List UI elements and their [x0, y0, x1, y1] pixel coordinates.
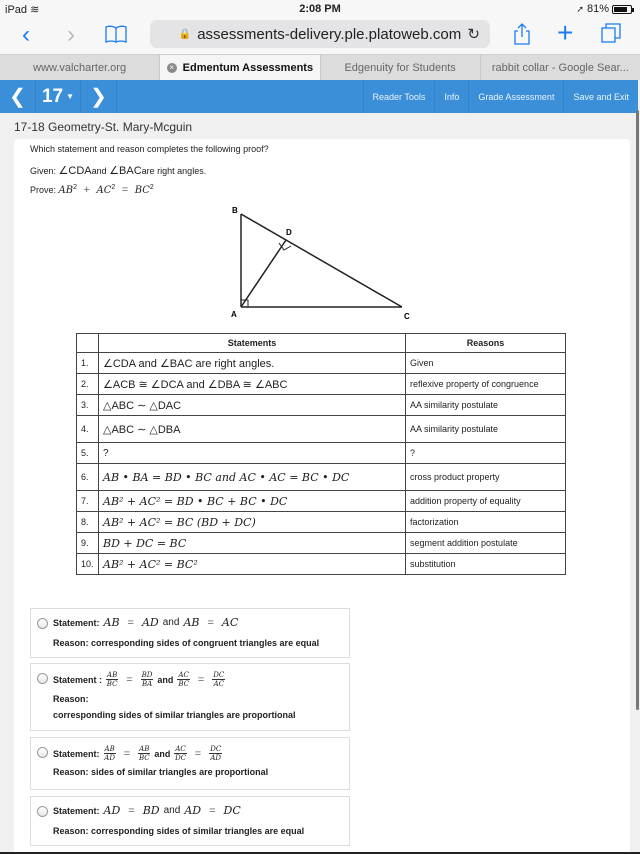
row-number: 3.: [77, 395, 99, 416]
share-icon[interactable]: [512, 22, 532, 52]
table-row: [77, 443, 566, 464]
row-reason: factorization: [406, 512, 566, 533]
equals-sign: =: [127, 616, 134, 629]
choice-statement: [53, 804, 241, 817]
table-row: [77, 374, 566, 395]
table-row: [77, 512, 566, 533]
battery-icon: [612, 5, 632, 14]
row-number: 6.: [77, 464, 99, 491]
lock-icon: 🔒: [178, 28, 192, 40]
assessment-navbar: [0, 80, 638, 113]
save-and-exit-button[interactable]: Save and Exit: [563, 80, 638, 113]
math-term: AD: [184, 804, 202, 817]
triangle-diagram: [224, 202, 424, 322]
radio-button[interactable]: [37, 618, 48, 629]
row-number: 4.: [77, 416, 99, 443]
question-card: [14, 139, 630, 854]
choice-reason: [53, 767, 268, 777]
choice-statement: [53, 745, 222, 762]
math-term: BD: [142, 804, 160, 817]
reason-text: corresponding sides of congruent triangles are equal: [91, 638, 320, 648]
answer-choice-a[interactable]: [30, 608, 350, 658]
row-reason: addition property of equality: [406, 491, 566, 512]
term-bc: BC: [134, 185, 150, 196]
label-c: C: [404, 312, 410, 321]
exponent: 2: [73, 184, 78, 191]
choice-reason: [53, 638, 319, 648]
table-row: [77, 491, 566, 512]
plus-sign: +: [83, 184, 90, 196]
and-text: and: [162, 617, 180, 628]
equals-sign: =: [126, 673, 133, 686]
row-reason: Given: [406, 353, 566, 374]
given-label: Given:: [30, 166, 57, 176]
answer-choice-c[interactable]: [30, 737, 350, 790]
row-reason: cross product property: [406, 464, 566, 491]
row-number: 7.: [77, 491, 99, 512]
fraction: $\frac{DC}{AC}$: [213, 671, 225, 688]
row-number: 8.: [77, 512, 99, 533]
table-row: [77, 554, 566, 575]
url-text: assessments-delivery.ple.platoweb.com: [197, 25, 462, 43]
table-row: [77, 395, 566, 416]
choice-statement: [53, 671, 225, 688]
row-reason: reflexive property of congruence: [406, 374, 566, 395]
math-term: AB: [103, 616, 120, 629]
table-row: [77, 464, 566, 491]
term-ac: AC: [96, 185, 112, 196]
and-text: and: [91, 166, 107, 176]
table-row: [77, 353, 566, 374]
row-reason: ?: [406, 443, 566, 464]
fraction: $\frac{AB}{BC}$: [138, 745, 150, 762]
row-reason: segment addition postulate: [406, 533, 566, 554]
status-bar: [0, 0, 640, 18]
math-term: AB: [183, 616, 200, 629]
row-statement: BD + DC = BC: [99, 533, 406, 554]
row-number: 10.: [77, 554, 99, 575]
chevron-left-icon: ❮: [9, 86, 26, 108]
choice-reason: corresponding sides of similar triangles are proportional: [53, 710, 296, 720]
browser-tabs: [0, 54, 640, 80]
row-statement: △ABC ∼ △DBA: [99, 416, 406, 443]
header-reasons: Reasons: [406, 334, 566, 353]
wifi-icon: ≋: [30, 4, 40, 16]
row-statement: AB² + AC² = BC (BD + DC): [99, 512, 406, 533]
reload-icon[interactable]: ↻: [467, 26, 480, 43]
choice-reason: [53, 826, 304, 836]
status-right: [576, 3, 632, 15]
radio-button[interactable]: [37, 673, 48, 684]
given-line: [30, 164, 206, 177]
equals-sign: =: [197, 673, 205, 686]
term-ab: AB: [58, 185, 74, 196]
math-term: DC: [223, 804, 241, 817]
battery-percent: 81%: [586, 3, 609, 15]
next-question-button[interactable]: [81, 80, 117, 113]
row-statement: ∠CDA and ∠BAC are right angles.: [99, 353, 406, 374]
row-statement: △ABC ∼ △DAC: [99, 395, 406, 416]
table-row: [77, 416, 566, 443]
row-statement: AB² + AC² = BD • BC + BC • DC: [99, 491, 406, 512]
page-scrollbar[interactable]: [636, 110, 639, 710]
row-statement: ∠ACB ≅ ∠DCA and ∠DBA ≅ ∠ABC: [99, 374, 406, 395]
math-term: AD: [103, 804, 121, 817]
chevron-right-icon: ❯: [90, 86, 107, 108]
back-icon[interactable]: ‹: [22, 21, 30, 48]
grade-assessment-button[interactable]: Grade Assessment: [468, 80, 563, 113]
device-name: iPad: [5, 4, 28, 16]
label-a: A: [231, 310, 237, 319]
row-number: 5.: [77, 443, 99, 464]
previous-question-button[interactable]: [0, 80, 36, 113]
tabs-icon[interactable]: [600, 22, 622, 50]
fraction: $\frac{AC}{DC}$: [175, 745, 187, 762]
tab-edgenuity[interactable]: [321, 55, 481, 80]
and-text: and: [163, 805, 181, 816]
reason-text: sides of similar triangles are proportional: [91, 767, 269, 777]
prove-line: [30, 184, 154, 196]
and-text: and: [157, 674, 174, 685]
reason-text: corresponding sides of similar triangles are equal: [91, 826, 305, 836]
fraction: $\frac{AB}{AD}$: [104, 745, 115, 762]
answer-choice-d[interactable]: [30, 796, 350, 846]
label-d: D: [286, 228, 292, 237]
question-number: 17: [41, 85, 64, 107]
row-statement: AB • BA = BD • BC and AC • AC = BC • DC: [99, 464, 406, 491]
row-reason: substitution: [406, 554, 566, 575]
row-number: 9.: [77, 533, 99, 554]
tab-valcharter[interactable]: [0, 55, 160, 80]
reason-label: Reason:: [53, 767, 89, 777]
location-arrow-icon: ➚: [576, 3, 584, 14]
row-reason: AA similarity postulate: [406, 395, 566, 416]
header-statements: Statements: [99, 334, 406, 353]
header-number: [77, 334, 99, 353]
tab-label: Edgenuity for Students: [344, 61, 456, 74]
tab-label: Edmentum Assessments: [182, 61, 314, 74]
row-statement: AB² + AC² = BC²: [99, 554, 406, 575]
new-tab-icon[interactable]: +: [557, 17, 574, 48]
statement-label: Statement :: [53, 674, 103, 685]
exponent: 2: [149, 184, 154, 191]
bookmarks-icon[interactable]: [104, 24, 128, 50]
radio-button[interactable]: [37, 806, 48, 817]
and-text: and: [154, 748, 171, 759]
nav-spacer: [117, 80, 363, 113]
course-title: 17-18 Geometry-St. Mary-Mcguin: [0, 113, 638, 139]
info-button[interactable]: Info: [434, 80, 468, 113]
equals-sign: =: [121, 184, 129, 196]
radio-button[interactable]: [37, 747, 48, 758]
choice-statement: [53, 616, 238, 629]
browser-toolbar: [0, 18, 640, 54]
exponent: 2: [111, 184, 116, 191]
question-prompt: Which statement and reason completes the following proof?: [30, 144, 269, 154]
equals-sign: =: [207, 616, 214, 629]
statement-label: Statement:: [53, 617, 100, 628]
math-term: AC: [221, 616, 239, 629]
tab-google-search[interactable]: [481, 55, 640, 80]
choice-reason-label: Reason:: [53, 694, 89, 704]
address-bar[interactable]: [150, 20, 490, 48]
statement-label: Statement:: [53, 805, 100, 816]
label-b: B: [232, 206, 238, 215]
fraction: $\frac{BD}{BA}$: [141, 671, 153, 688]
clock: 2:08 PM: [299, 3, 341, 15]
row-number: 1.: [77, 353, 99, 374]
statement-label: Statement:: [53, 748, 100, 759]
equals-sign: =: [123, 747, 131, 760]
tab-label: www.valcharter.org: [33, 61, 127, 74]
equals-sign: =: [209, 804, 216, 817]
equals-sign: =: [128, 804, 135, 817]
question-number-dropdown[interactable]: [36, 80, 81, 113]
close-tab-icon[interactable]: ×: [167, 63, 177, 73]
row-number: 2.: [77, 374, 99, 395]
forward-icon[interactable]: ›: [67, 21, 75, 48]
reason-label: Reason:: [53, 638, 89, 648]
row-reason: AA similarity postulate: [406, 416, 566, 443]
tab-label: rabbit collar - Google Sear...: [491, 61, 629, 74]
table-row: [77, 533, 566, 554]
proof-table: [76, 333, 566, 575]
reason-label: Reason:: [53, 826, 89, 836]
prove-label: Prove:: [30, 185, 57, 195]
given-tail: are right angles.: [141, 166, 207, 176]
fraction: $\frac{AB}{BC}$: [106, 671, 118, 688]
tab-edmentum[interactable]: [160, 55, 320, 80]
reader-tools-button[interactable]: Reader Tools: [363, 80, 435, 113]
math-term: AD: [141, 616, 159, 629]
fraction: $\frac{DC}{AD}$: [210, 745, 222, 762]
caret-down-icon: ▼: [66, 92, 75, 101]
fraction: $\frac{AC}{BC}$: [178, 671, 189, 688]
equals-sign: =: [194, 747, 202, 760]
angle-bac: ∠BAC: [109, 165, 142, 177]
table-header: [77, 334, 566, 353]
row-statement: ?: [99, 443, 406, 464]
answer-choice-b[interactable]: [30, 663, 350, 731]
angle-cda: ∠CDA: [58, 165, 92, 177]
